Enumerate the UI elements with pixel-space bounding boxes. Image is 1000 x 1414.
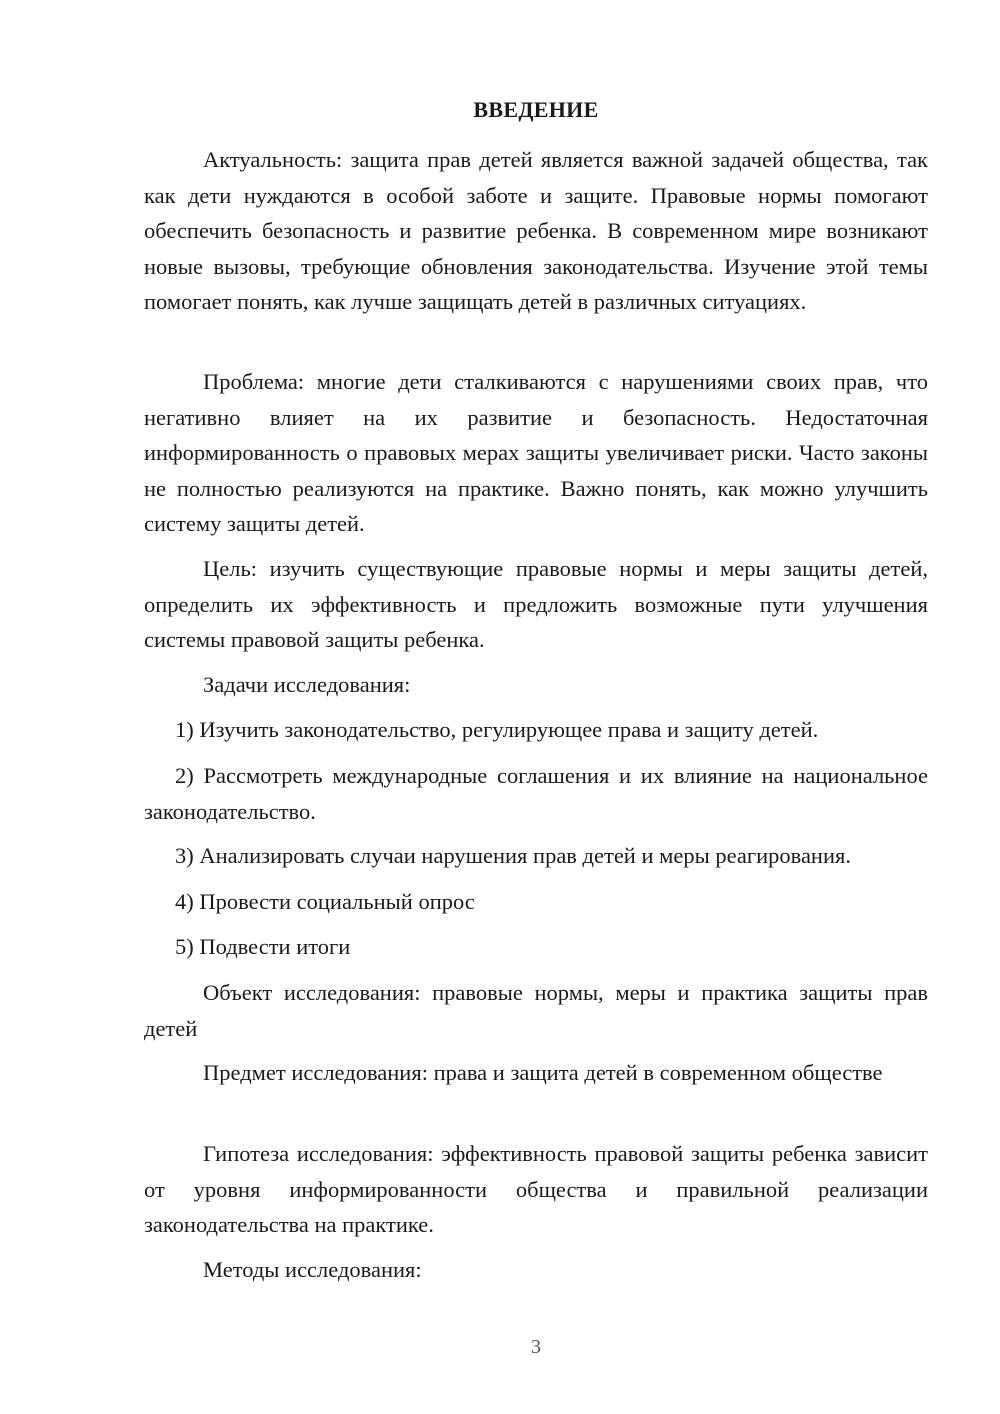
task-item-5: 5) Подвести итоги: [175, 934, 351, 959]
task-item-3: 3) Анализировать случаи нарушения прав детей и меры реагирования.: [175, 843, 851, 868]
document-page: [144, 0, 928, 1414]
section-title: ВВЕДЕНИЕ: [473, 97, 599, 122]
paragraph-goal: Цель: изучить существующие правовые нормы и меры защиты детей, определить их эффективность и предложить возможные пути улучшения системы правовой защиты ребенка.: [144, 556, 928, 652]
task-item-1: 1) Изучить законодательство, регулирующее права и защиту детей.: [175, 717, 819, 742]
page-number: 3: [531, 1336, 541, 1358]
task-item-4: 4) Провести социальный опрос: [175, 889, 475, 914]
paragraph-hypothesis: Гипотеза исследования: эффективность правовой защиты ребенка зависит от уровня информированности общества и правильной реализации законодательства на практике.: [144, 1141, 928, 1237]
task-item-2: 2) Рассмотреть международные соглашения и их влияние на национальное законодательство.: [144, 763, 928, 824]
paragraph-subject: Предмет исследования: права и защита детей в современном обществе: [203, 1060, 883, 1085]
paragraph-object: Объект исследования: правовые нормы, меры и практика защиты прав детей: [144, 980, 928, 1041]
tasks-heading: Задачи исследования:: [203, 672, 411, 697]
paragraph-relevance: Актуальность: защита прав детей является важной задачей общества, так как дети нуждаются в особой заботе и защите. Правовые нормы помогают обеспечить безопасность и развитие ребенка. В современном мире возникают новые вызовы, требующие обновления законодательства. Изучение этой темы помогает понять, как лучше защищать детей в различных ситуациях.: [144, 147, 928, 314]
paragraph-problem: Проблема: многие дети сталкиваются с нарушениями своих прав, что негативно влияет на их развитие и безопасность. Недостаточная информированность о правовых мерах защиты увеличивает риски. Часто законы не полностью реализуются на практике. Важно понять, как можно улучшить систему защиты детей.: [144, 369, 928, 536]
methods-heading: Методы исследования:: [203, 1257, 422, 1282]
